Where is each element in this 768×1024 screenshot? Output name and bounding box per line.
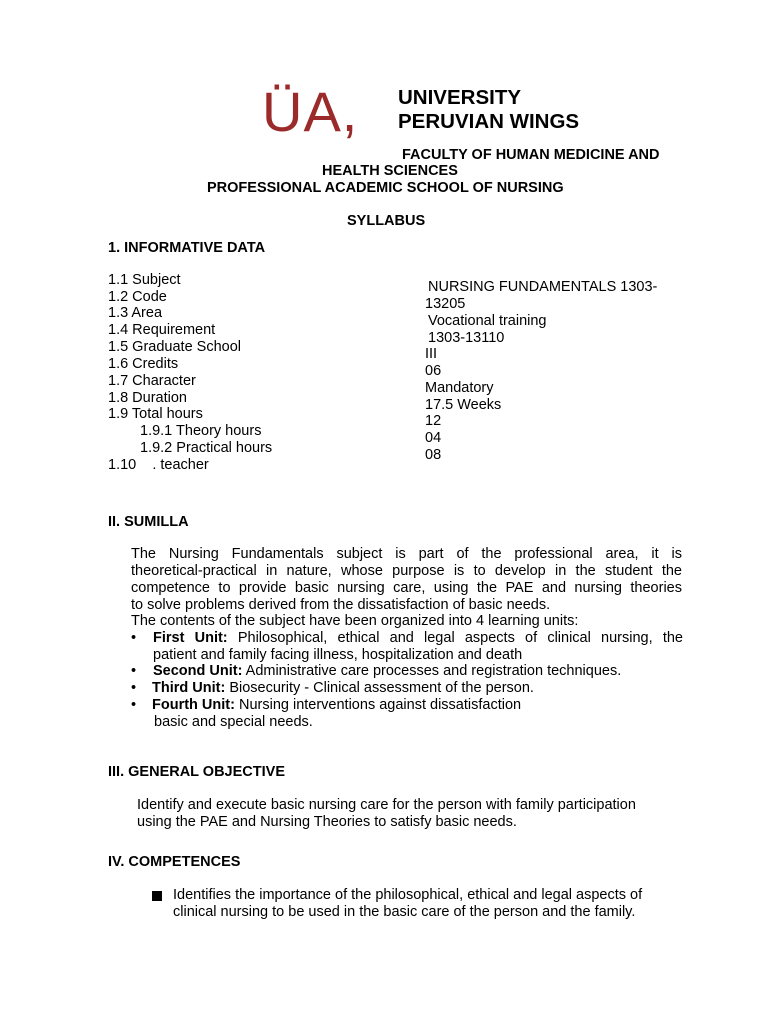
university-name-line2: PERUVIAN WINGS [398, 110, 580, 133]
section-heading-informative-data: 1. INFORMATIVE DATA [108, 240, 266, 256]
school-name: PROFESSIONAL ACADEMIC SCHOOL OF NURSING [207, 180, 564, 196]
unit-title: Third Unit: [152, 680, 226, 696]
label-credits: 1.6 Credits [108, 356, 179, 372]
competence-line-1: Identifies the importance of the philosophical, ethical and legal aspects of [173, 887, 643, 903]
label-theory-hours: 1.9.1 Theory hours [140, 423, 262, 439]
label-requirement: 1.4 Requirement [108, 322, 216, 338]
bullet-icon: • [131, 680, 137, 696]
label-subject: 1.1 Subject [108, 272, 181, 288]
value-duration: 17.5 Weeks [425, 397, 502, 413]
document-title: SYLLABUS [347, 213, 426, 229]
square-bullet-icon [152, 891, 162, 901]
value-total-hours: 12 [425, 413, 442, 429]
value-credits: 06 [425, 363, 442, 379]
competence-item-1 [152, 887, 682, 921]
section-heading-general-objective: III. GENERAL OBJECTIVE [108, 764, 285, 780]
objective-line-2: using the PAE and Nursing Theories to satisfy basic needs. [137, 814, 517, 830]
value-theory-hours: 04 [425, 430, 442, 446]
unit-item-2 [131, 663, 691, 680]
university-name-line1: UNIVERSITY [398, 86, 522, 109]
sumilla-line-3: competence to provide basic nursing care, using the PAE and nursing theories [131, 580, 682, 596]
unit-text: Administrative care processes and registration techniques. [242, 663, 622, 679]
value-practical-hours: 08 [425, 447, 442, 463]
unit-item-1 [131, 630, 691, 664]
sumilla-line-4: to solve problems derived from the dissatisfaction of basic needs. [131, 597, 551, 613]
value-subject: NURSING FUNDAMENTALS 1303- [428, 279, 658, 295]
value-subject-code-cont: 13205 [425, 296, 466, 312]
competence-line-2: clinical nursing to be used in the basic care of the person and the family. [173, 904, 636, 920]
unit-title: Second Unit: [153, 663, 243, 679]
label-total-hours: 1.9 Total hours [108, 406, 203, 422]
value-graduate-school: III [425, 346, 438, 362]
unit-text: Philosophical, ethical and legal aspects of clinical nursing, the [227, 630, 683, 646]
label-code: 1.2 Code [108, 289, 167, 305]
section-heading-competences: IV. COMPETENCES [108, 854, 241, 870]
sumilla-line-1: The Nursing Fundamentals subject is part of the professional area, it is [131, 546, 682, 562]
university-logo: ÜA, [262, 80, 359, 143]
label-practical-hours: 1.9.2 Practical hours [140, 440, 273, 456]
label-area: 1.3 Area [108, 305, 163, 321]
value-requirement: 1303-13110 [428, 330, 505, 346]
unit-text-cont: patient and family facing illness, hospitalization and death [153, 647, 523, 663]
value-character: Mandatory [425, 380, 494, 396]
unit-text: Biosecurity - Clinical assessment of the person. [225, 680, 534, 696]
label-duration: 1.8 Duration [108, 390, 187, 406]
bullet-icon: • [131, 663, 137, 679]
label-graduate-school: 1.5 Graduate School [108, 339, 242, 355]
section-heading-sumilla: II. SUMILLA [108, 514, 189, 530]
faculty-line1: FACULTY OF HUMAN MEDICINE AND [402, 147, 660, 163]
unit-item-3 [131, 680, 691, 697]
bullet-icon: • [131, 630, 137, 646]
sumilla-contents-intro: The contents of the subject have been organized into 4 learning units: [131, 613, 579, 629]
label-teacher: 1.10 . teacher [108, 457, 209, 473]
unit-title: First Unit: [153, 630, 228, 646]
objective-line-1: Identify and execute basic nursing care for the person with family participation [137, 797, 636, 813]
unit-item-4 [131, 697, 691, 731]
faculty-line2: HEALTH SCIENCES [322, 163, 458, 179]
label-character: 1.7 Character [108, 373, 196, 389]
unit-title: Fourth Unit: [152, 697, 235, 713]
bullet-icon: • [131, 697, 137, 713]
sumilla-line-2: theoretical-practical in nature, whose purpose is to develop in the student the [131, 563, 682, 579]
unit-text-cont: basic and special needs. [154, 714, 313, 730]
value-area: Vocational training [428, 313, 547, 329]
unit-text: Nursing interventions against dissatisfaction [234, 697, 522, 713]
